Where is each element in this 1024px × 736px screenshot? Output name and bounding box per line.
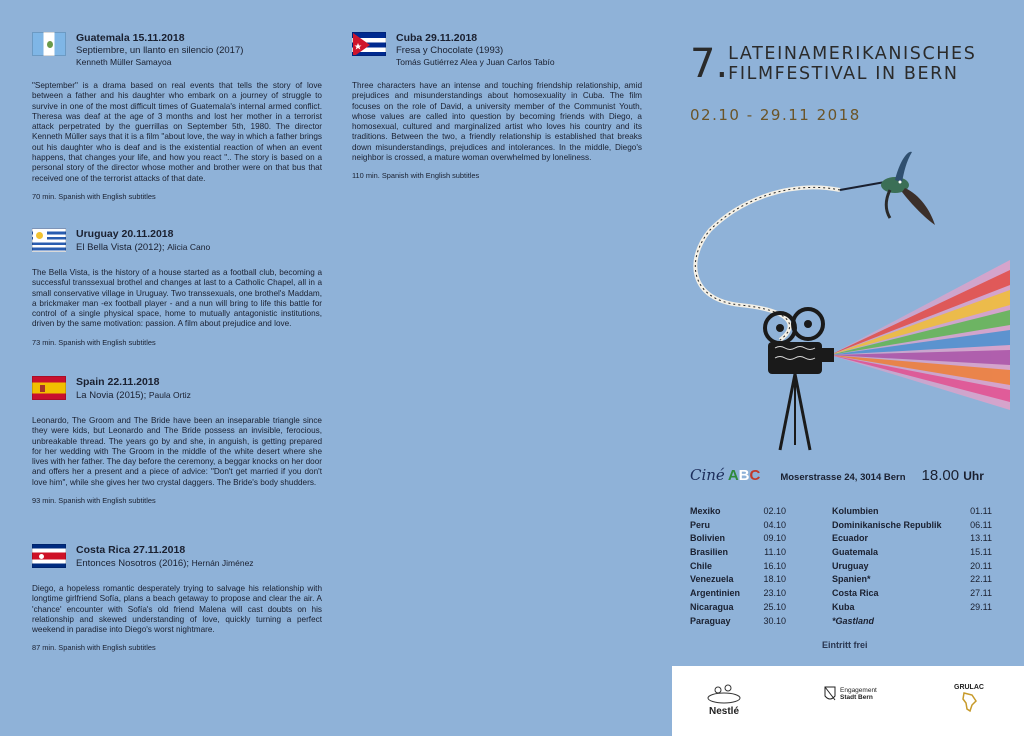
light-beam (830, 260, 1010, 410)
sponsor-strip (672, 666, 1024, 736)
bern-city-label: Stadt Bern (840, 694, 873, 701)
film-description: "September" is a drama based on real events that tells the story of love between a father and his daughter who embark on a journey of struggle to survive in one of the most difficult times of Guatemala's internal armed conflict. Theresa was deaf at the age of 3 months and lost her mother in a terrorist attack perpetrated by the guerrillas on September 5th, 1980. The director Kenneth Müller says that it is a film "about love, the way in which a father brings out his daughter who is deaf and is the existential reaction of when an event happens, that changes your life, and how you react ".. The story is based on a personal story of the director whose mother and brother were on that bus that received one of the terrorist attacks of that date. (32, 81, 322, 183)
schedule-date: 18.10 (763, 574, 786, 585)
film-title: Cuba 29.11.2018 (396, 32, 478, 44)
schedule-country: Paraguay (690, 615, 731, 626)
film-meta: 73 min. Spanish with English subtitles (32, 337, 156, 347)
schedule-date: 16.10 (763, 560, 786, 571)
schedule-date: 02.10 (763, 506, 786, 516)
schedule-row (690, 506, 786, 520)
schedule-country: Ecuador (832, 533, 869, 544)
film-meta: 110 min. Spanish with English subtitles (352, 171, 480, 181)
film-description: The Bella Vista, is the history of a house started as a football club, becoming a successful transsexual brothel and changes at last to a Catholic Chapel, all in a small conservative village in Uruguay. Two transsexuals, one brothel's Maddam, a brickmaker man -ex football player - and a nun will bring to life this battle for control of a single physical space, home to mutually antagonistic institutions, driven by the same motivation: passion. A film about prejudice and love. (32, 268, 322, 329)
cinema-name: Ciné (690, 466, 725, 484)
festival-edition-number: 7. (690, 41, 729, 87)
schedule-row (690, 561, 786, 575)
film-uruguay (32, 228, 322, 347)
schedule-row (832, 547, 992, 561)
schedule-row (690, 588, 786, 602)
schedule-date: 06.11 (970, 519, 992, 530)
schedule-date: 25.10 (763, 601, 786, 612)
film-meta: 93 min. Spanish with English subtitles (32, 496, 156, 506)
schedule-country: Guatemala (832, 547, 879, 558)
bern-coat-of-arms-icon (824, 686, 836, 702)
cinema-abc-logo (728, 467, 761, 484)
film-director: Paula Ortiz (148, 390, 191, 400)
stadt-bern-logo (824, 686, 877, 702)
screening-time-unit: Uhr (963, 469, 984, 483)
logo-letter-b: B (738, 467, 750, 484)
film-director: Alicia Cano (167, 242, 211, 252)
film-title: Spain 22.11.2018 (76, 376, 160, 388)
nestle-logo (706, 682, 742, 717)
guatemala-flag-icon (32, 32, 66, 56)
schedule-country: Costa Rica (832, 588, 879, 599)
schedule-row (832, 574, 992, 588)
screening-time-value: 18.00 (921, 467, 960, 484)
schedule-row (690, 547, 786, 561)
schedule-country: Nicaragua (690, 601, 734, 612)
schedule-row (690, 602, 786, 616)
venue-address: Moserstrasse 24, 3014 Bern (780, 472, 906, 483)
schedule-country: Uruguay (832, 560, 869, 571)
film-subtitle: Fresa y Chocolate (1993) (396, 45, 504, 56)
film-costa-rica (32, 544, 322, 652)
hummingbird-icon (840, 152, 935, 225)
film-description: Three characters have an intense and touching friendship relationship, amid prejudices and misunderstandings about homosexuality in Cuba. The film focuses on the role of David, a university member of the Communist Youth, whose values are called into question by becoming friends with Diego, a homosexual, cultured and marginalized artist who loves his country and its traditions. Between the two, a friendly relationship is established that breaks down misunderstandings, prejudices and intolerances. In the middle, Diego's neighbor is crossed, a mature woman overwhelmed by loneliness. (352, 81, 642, 163)
schedule-country: Argentinien (690, 588, 741, 599)
schedule-date: 11.10 (764, 547, 786, 558)
schedule-row (832, 520, 992, 534)
schedule-country: Kolumbien (832, 506, 879, 516)
cuba-flag-icon (352, 32, 386, 56)
schedule-date: 23.10 (763, 588, 786, 599)
schedule-date: 22.11 (970, 574, 992, 585)
film-projector-icon (765, 309, 834, 450)
festival-title (690, 41, 977, 87)
nest-icon (706, 682, 742, 704)
logo-letter-c: C (749, 467, 761, 484)
costa-rica-flag-icon (32, 544, 66, 568)
entry-free-note: Eintritt frei (822, 640, 868, 650)
schedule-country: Spanien* (832, 574, 871, 585)
film-description: Diego, a hopeless romantic desperately trying to salvage his relationship with longtime girlfriend Sofía, plans a beach getaway to propose and clear the air. A 'chance' encounter with Sofía's old friend Malena will cast doubts on his relationship and skewed understanding of love, quickly turning a perfect weekend in paradise into Diego's worst nightmare. (32, 584, 322, 635)
film-guatemala (32, 32, 322, 201)
film-director: Hernán Jiménez (191, 558, 254, 568)
guest-country-note: *Gastland (832, 615, 875, 626)
schedule-row (832, 561, 992, 575)
bern-engagement-label: Engagement (840, 687, 877, 694)
projector-hummingbird-illustration (680, 140, 1020, 470)
schedule-row (832, 533, 992, 547)
schedule-country: Mexiko (690, 506, 721, 516)
film-subtitle: El Bella Vista (2012); (76, 242, 165, 253)
schedule-row (690, 533, 786, 547)
logo-letter-a: A (727, 467, 739, 484)
schedule-date: 04.10 (763, 519, 786, 530)
schedule-row (690, 616, 786, 630)
schedule-row (832, 588, 992, 602)
schedule-row (832, 602, 992, 616)
film-title: Guatemala 15.11.2018 (76, 32, 185, 44)
schedule-october (690, 506, 786, 629)
nestle-name: Nestlé (708, 706, 739, 717)
schedule-country: Peru (690, 519, 711, 530)
film-description: Leonardo, The Groom and The Bride have been an inseparable triangle since they were kids, but Leonardo and The Bride possess an invisible, ferocious, unbreakable thread. The years go by and she, in anguish, is getting prepared for her wedding with The Groom in the middle of the white desert where she lives with her father. The day before the ceremony, a beggar knocks on her door and offers her a present and a piece of advice: "Don't get married if you don't love him", while she gives her two crystal daggers. The Bride's body shudders. (32, 416, 322, 487)
grulac-name: GRULAC (954, 684, 984, 691)
festival-title-line1: LATEINAMERIKANISCHES (728, 44, 977, 64)
schedule-row (690, 520, 786, 534)
venue-info (690, 466, 1010, 484)
schedule-date: 15.11 (970, 547, 992, 558)
schedule-country: Chile (690, 560, 713, 571)
film-meta: 87 min. Spanish with English subtitles (32, 643, 156, 653)
schedule-country: Brasilien (690, 547, 729, 558)
film-subtitle: Septiembre, un llanto en silencio (2017) (76, 45, 244, 56)
film-cuba (352, 32, 642, 180)
festival-dates: 02.10 - 29.11 2018 (690, 106, 861, 124)
schedule-date: 01.11 (970, 506, 992, 516)
film-subtitle: Entonces Nosotros (2016); (76, 558, 190, 569)
uruguay-flag-icon (32, 228, 66, 252)
schedule-country: Dominikanische Republik (832, 519, 942, 530)
latin-america-map-icon (960, 691, 978, 713)
schedule-country: Bolivien (690, 533, 726, 544)
film-director: Kenneth Müller Samayoa (76, 57, 172, 67)
schedule-row (690, 574, 786, 588)
film-subtitle: La Novia (2015); (76, 390, 147, 401)
spain-flag-icon (32, 376, 66, 400)
schedule-date: 13.11 (970, 533, 992, 544)
schedule-row (832, 506, 992, 520)
film-title: Costa Rica 27.11.2018 (76, 544, 186, 556)
schedule-date: 30.10 (763, 615, 786, 626)
film-title: Uruguay 20.11.2018 (76, 228, 174, 240)
film-director: Tomás Gutiérrez Alea y Juan Carlos Tabío (396, 57, 555, 67)
screening-time (922, 467, 984, 484)
schedule-date: 09.10 (763, 533, 786, 544)
festival-title-line2: FILMFESTIVAL IN BERN (728, 64, 959, 84)
schedule-date: 29.11 (970, 601, 992, 612)
schedule-date: 20.11 (970, 560, 992, 571)
schedule-country: Kuba (832, 601, 855, 612)
schedule-country: Venezuela (690, 574, 734, 585)
grulac-logo (954, 684, 984, 715)
film-meta: 70 min. Spanish with English subtitles (32, 191, 156, 201)
film-spain (32, 376, 322, 505)
schedule-date: 27.11 (970, 588, 992, 599)
schedule-november (832, 506, 992, 629)
